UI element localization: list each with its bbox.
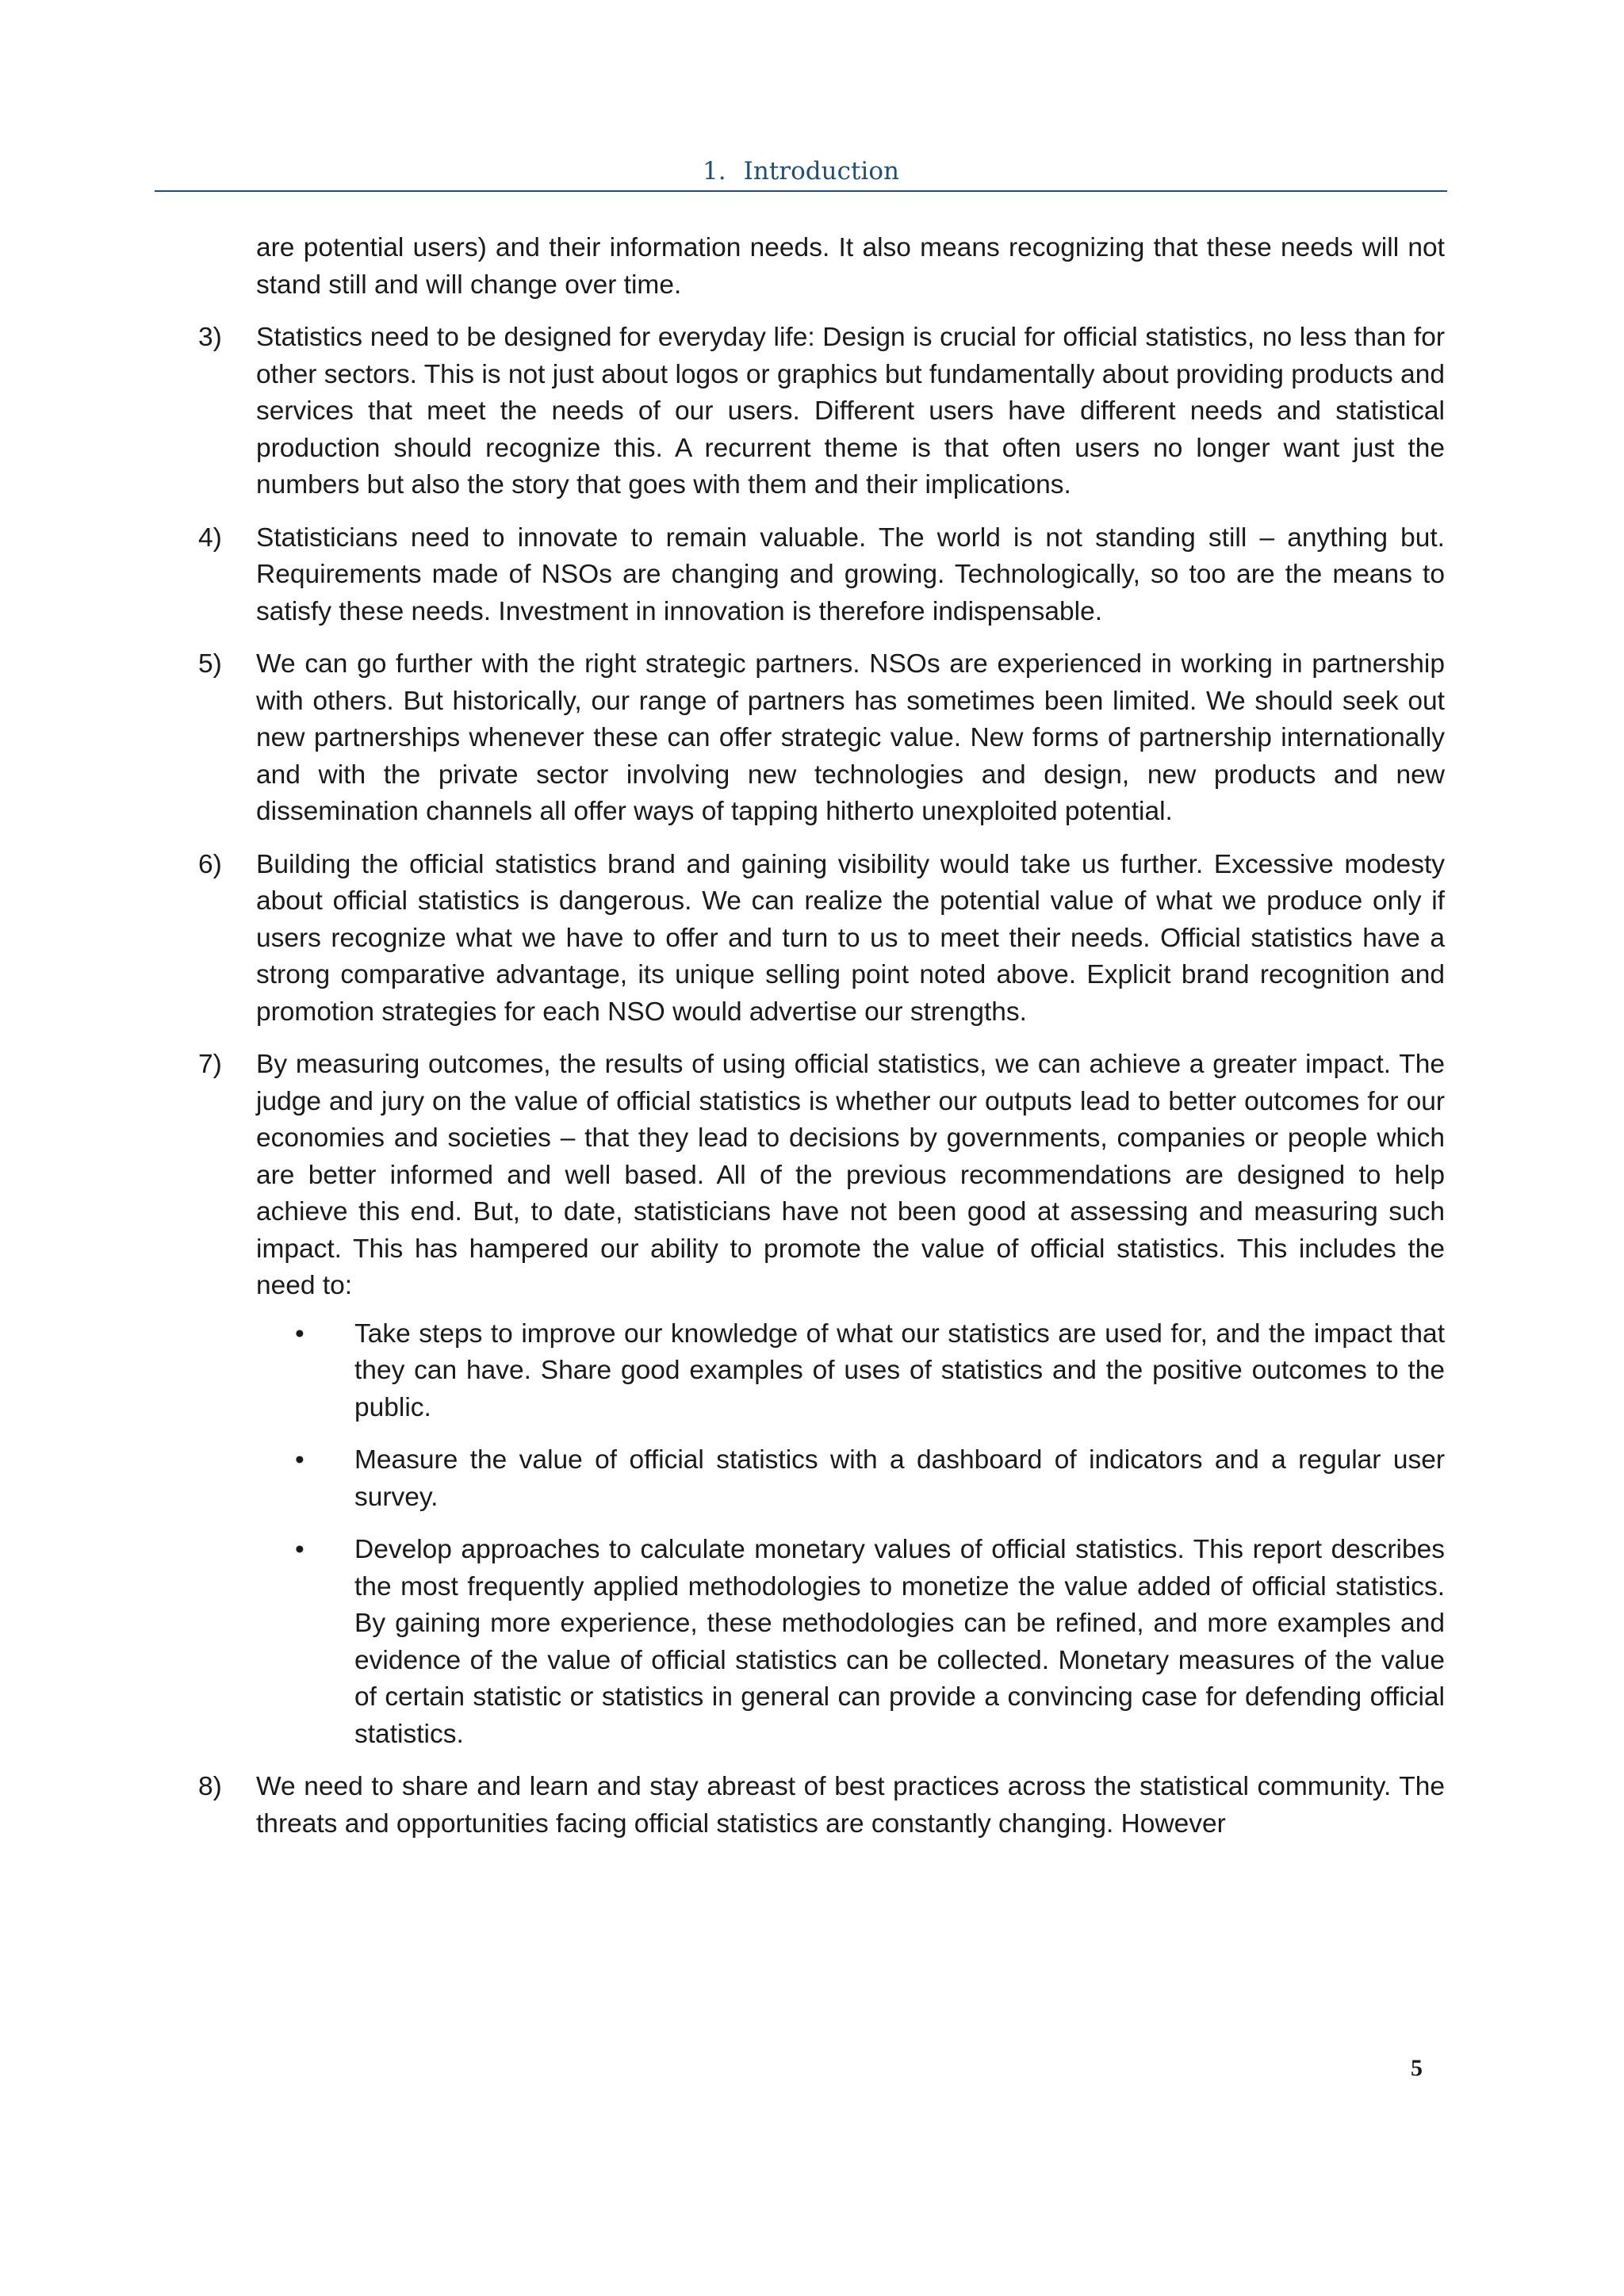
item-marker: 7)	[198, 1050, 222, 1079]
list-item-3	[198, 320, 1445, 504]
bullet-symbol: •	[295, 1318, 304, 1349]
bullet-list	[198, 1316, 1445, 1754]
list-item-6	[198, 847, 1445, 1031]
page-number: 5	[1411, 2055, 1423, 2081]
bullet-text: Take steps to improve our knowledge of what our statistics are used for, and the impact that they can have. Share good examples of uses of statistics and the positive outcomes to the public.	[354, 1318, 1445, 1422]
bullet-text: Measure the value of official statistics with a dashboard of indicators and a regular user survey.	[354, 1445, 1445, 1512]
list-item-5	[198, 646, 1445, 831]
section-number: 1.	[703, 157, 726, 186]
item-marker: 6)	[198, 849, 222, 879]
section-title: Introduction	[743, 157, 899, 186]
list-item-8	[198, 1769, 1445, 1843]
list-item-4	[198, 520, 1445, 631]
list-item-7	[198, 1047, 1445, 1305]
page-body	[198, 230, 1445, 1858]
item-text: Statisticians need to innovate to remain valuable. The world is not standing still – anything but. Requirements made of NSOs are changing and growing. Technologically, so too are the means to satisfy these needs. Investment in innovation is therefore indispensable.	[256, 522, 1445, 626]
bullet-text: Develop approaches to calculate monetary values of official statistics. This report describes the most frequently applied methodologies to monetize the value added of official statistics. By gaining more experience, these methodologies can be refined, and more examples and evidence of the value of official statistics can be collected. Monetary measures of the value of certain statistic or statistics in general can provide a convincing case for defending official statistics.	[354, 1535, 1445, 1749]
item-text: Statistics need to be designed for everyday life: Design is crucial for official statistics, no less than for other sectors. This is not just about logos or graphics but fundamentally about providing products and services that meet the needs of our users. Different users have different needs and statistical production should recognize this. A recurrent theme is that often users no longer want just the numbers but also the story that goes with them and their implications.	[256, 323, 1445, 499]
bullet-symbol: •	[295, 1535, 304, 1564]
item-text: Building the official statistics brand and gaining visibility would take us further. Excessive modesty about official statistics is dangerous. We can realize the potential value of what we produce only if users recognize what we have to offer and turn to us to meet their needs. Official statistics have a strong comparative advantage, its unique selling point noted above. Explicit brand recognition and promotion strategies for each NSO would advertise our strengths.	[256, 849, 1445, 1027]
item-marker: 5)	[198, 649, 222, 679]
running-header	[155, 157, 1447, 186]
item-text: By measuring outcomes, the results of using official statistics, we can achieve a greater impact. The judge and jury on the value of official statistics is whether our outputs lead to better outcomes for our economies and societies – that they lead to decisions by governments, companies or people which are better informed and well based. All of the previous recommendations are designed to help achieve this end. But, to date, statisticians have not been good at assessing and measuring such impact. This has hampered our ability to promote the value of official statistics. This includes the need to:	[256, 1050, 1445, 1300]
header-rule	[155, 190, 1447, 192]
bullet-item	[198, 1442, 1445, 1516]
item-marker: 3)	[198, 323, 222, 352]
continued-paragraph: are potential users) and their information needs. It also means recognizing that these needs will not stand still and will change over time.	[256, 233, 1445, 300]
item-text: We can go further with the right strategic partners. NSOs are experienced in working in partnership with others. But historically, our range of partners has sometimes been limited. We should seek out new partnerships whenever these can offer strategic value. New forms of partnership internationally and with the private sector involving new technologies and design, new products and new dissemination channels all offer ways of tapping hitherto unexploited potential.	[256, 649, 1445, 826]
bullet-symbol: •	[295, 1445, 304, 1475]
bullet-item	[198, 1532, 1445, 1753]
item-marker: 8)	[198, 1772, 222, 1801]
bullet-item	[198, 1316, 1445, 1427]
item-marker: 4)	[198, 522, 222, 553]
item-text: We need to share and learn and stay abreast of best practices across the statistical community. The threats and opportunities facing official statistics are constantly changing. However	[256, 1772, 1445, 1839]
